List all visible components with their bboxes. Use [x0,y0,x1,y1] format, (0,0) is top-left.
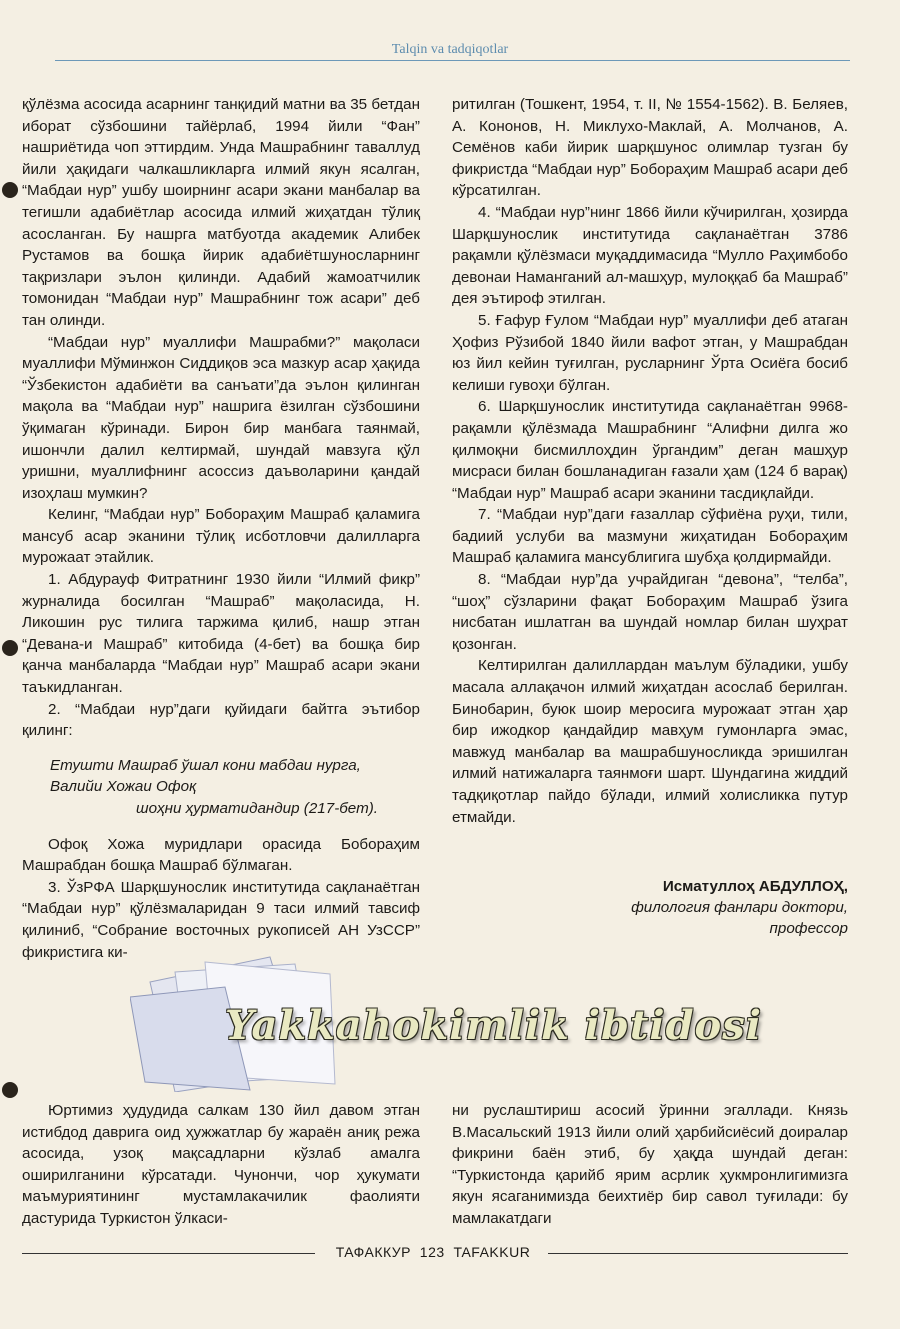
author-title: филология фанлари доктори, [631,899,848,916]
article2-column-left [22,1100,420,1230]
poem-quote [50,755,420,820]
article1-column-left [22,94,420,963]
paragraph: 7. “Мабдаи нур”даги ғазаллар сўфиёна руҳи, тили, бадиий услуби ва мазмуни жиҳатидан Бобораҳим Машраб қаламига мансублигига шубҳа қолдирмайди. [452,506,848,567]
paragraph: Юртимиз ҳудудида салкам 130 йил давом этган истибдод даврига оид ҳужжатлар бу жараён аниқ режа асосида, узоқ мақсадларни кўзлаб амалга оширилганини кўрсатади. Чунончи, чор ҳукумати маъмуриятининг мустамлакачилик фаолияти дастурида Туркистон ўлкаси- [22,1102,420,1227]
paragraph: 3. ЎзРФА Шарқшунослик институтида сақланаётган “Мабдаи нур” қўлёзмаларидан 9 таси илмий тавсиф қилиниб, “Собрание восточных рукописей АН УзССР” фикристига ки- [22,878,420,961]
article2-column-right [452,1100,848,1230]
page-footer: ТАФАККУР 123 TAFAKKUR [335,1244,531,1260]
header-title: Talqin va tadqiqotlar [391,42,509,57]
paragraph: 2. “Мабдаи нур”даги қуйидаги байтга эътибор қилинг: [22,700,420,740]
paragraph: 4. “Мабдаи нур”нинг 1866 йили кўчирилган, ҳозирда Шарқшунослик институтида сақланаётган 3786 рақамли қўлёзмаси муқаддимасида “Мулло Раҳимбобо девонаи Наманганий ал-машҳур, мулоққаб ба Машраб” дея эътироф этилган. [452,203,848,308]
paragraph: Келинг, “Мабдаи нур” Бобораҳим Машраб қаламига мансуб асар эканини тўлиқ исботловчи далилларга мурожаат этайлик. [22,506,420,567]
header-rule [55,60,850,61]
paragraph: 5. Ғафур Ғулом “Мабдаи нур” муаллифи деб атаган Ҳофиз Рўзибой 1840 йили вафот этган, у Машрабдан юз йил кейин туғилган, русларнинг Ўрта Осиёга босиб келиши гувоҳи бўлган. [452,311,848,394]
paragraph: Келтирилган далиллардан маълум бўладики, ушбу масала аллақачон илмий жиҳатдан асослаб берилган. Бинобарин, буюк шоир меросига мурожаат этган ҳар бир ижодкор қандайдир мавҳум гумонларга эмас, мавжуд манбалар ва машрабшуносликда эришилган илмий натижаларга таянмоғи шарт. Шундагина жиддий тадқиқотлар пайдо бўлади, илмий холисликка путур етмайди. [452,657,848,826]
verse-line: шоҳни ҳурматидандир (217-бет). [136,800,378,817]
paragraph: 1. Абдурауф Фитратнинг 1930 йили “Илмий фикр” журналида босилган “Машраб” мақоласида, Н. Ликошин рус тилига таржима қилиб, нашр этган “Девана-и Машраб” китобида (4-бет) ва бошқа бир қанча манбаларда “Мабдаи нур” Машраб асари экани таъкидланган. [22,571,420,697]
paragraph: Офоқ Хожа муридлари орасида Бобораҳим Машрабдан бошқа Машраб бўлмаган. [22,835,420,875]
verse-line: Валийи Хожаи Офоқ [50,778,197,796]
verse-line: Етушти Машраб ўшал кони мабдаи нурга, [50,756,361,774]
paragraph: қўлёзма асосида асарнинг танқидий матни ва 35 бетдан иборат сўзбошини тайёрлаб, 1994 йили “Фан” нашриётида чоп эттирдим. Унда Машрабнинг таваллуд йили ҳақидаги чалкашликларга илмий якун ясалган, “Мабдаи нур” ушбу шоирнинг асари экани манбалар ва тегишли адабиётлар асосида илмий жиҳатдан тўлиқ асосланган. Бу нашрга матбуотда академик Алибек Рустамов ва бошқа йирик адабиётшуносларнинг тақризлари эълон қилинди. Адабий жамоатчилик томонидан “Мабдаи нур” Машрабнинг тож асари” деб тан олинди. [22,96,420,329]
paragraph: ритилган (Тошкент, 1954, т. II, № 1554-1562). В. Беляев, А. Кононов, Н. Миклухо-Маклай, А. Молчанов, А. Семёнов каби йирик шарқшунос олимлар тузган бу фикристда “Мабдаи нур” Бобораҳим Машраб асари деб кўрсатилган. [452,96,848,200]
author-name: Исматуллоҳ АБДУЛЛОҲ, [662,878,848,895]
binding-hole [2,640,18,656]
author-title: профессор [769,920,848,937]
binding-hole [2,182,18,198]
paragraph: ни руслаштириш асосий ўринни эгаллади. Князь В.Масальский 1913 йили олий ҳарбийсиёсий доиралар фикрини баён этиб, бу ҳақда шундай деган: “Туркистонда қарийб ярим асрлик ҳукмронлигимизга якун ясаганимизда беихтиёр бир савол туғилади: бу мамлакатдаги [452,1102,848,1227]
paragraph: “Мабдаи нур” муаллифи Машрабми?” мақоласи муаллифи Мўминжон Сиддиқов эса мазкур асар ҳақида “Ўзбекистон адабиёти ва санъати”да эълон қилинган мақола ва “Мабдаи нур” нашрига ёзилган сўзбошини ўқимаган кўринади. Бирон бир манбага таянмай, ишончли далил келтирмай, шундай мавзуга қўл уришни, муаллифнинг асоссиз даъволарини қандай изоҳлаш мумкин? [22,333,420,502]
author-signature [631,876,848,939]
section-title: Yakkahokimlik ibtidosi [225,1002,762,1049]
paragraph: 8. “Мабдаи нур”да учрайдиган “девона”, “телба”, “шоҳ” сўзларини фақат Бобораҳим Машраб ўзига нисбатан ишлатган ва шундай номлар билан шуҳрат қозонган. [452,571,848,653]
footer-rule [548,1253,848,1254]
footer-rule [22,1253,315,1254]
article1-column-right [452,94,848,828]
paragraph: 6. Шарқшунослик институтида сақланаётган 9968-рақамли қўлёзмада Машрабнинг “Алифни дилга жо қилмоқни бисмиллоҳдин ўргандим” деган машҳур мисраси билан бошланадиган ғазали ҳам (124 б варақ) “Мабдаи нур” Машраб асари эканини тасдиқлайди. [452,398,848,502]
binding-hole [2,1082,18,1098]
